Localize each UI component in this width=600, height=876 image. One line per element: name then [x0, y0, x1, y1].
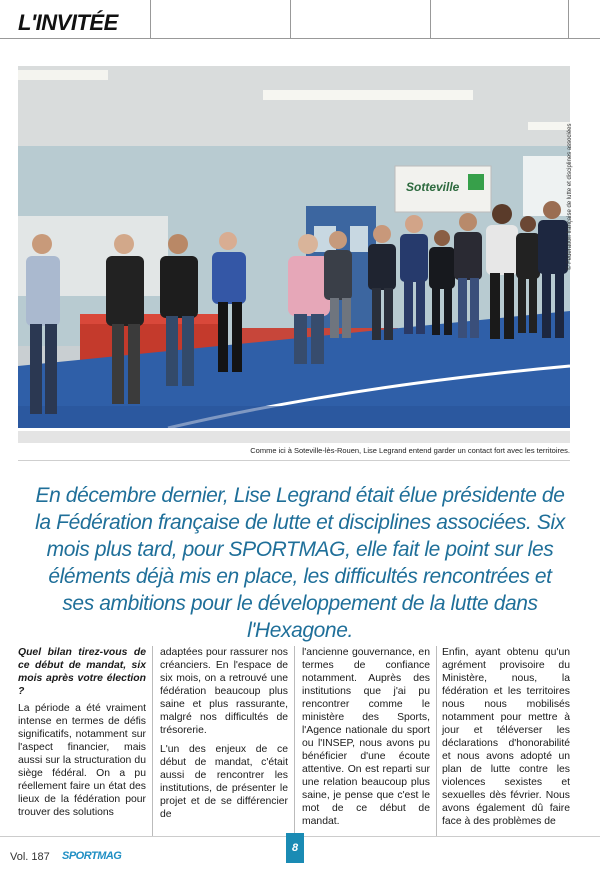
interview-question: Quel bilan tirez-vous de ce début de mandat, six mois après votre élection ?	[18, 647, 146, 697]
header-divider	[150, 0, 151, 38]
header-divider	[568, 0, 569, 38]
column-divider	[294, 646, 295, 836]
column-paragraph: l'ancienne gouvernance, en termes de confiance notamment. Auprès des institutions que j'ai pu rencontrer comme le ministère des Sports, l'Agence nationale du sport ou l'INSEP, nous avons pu bénéficier d'une écoute attentive. On est reparti sur une relation beaucoup plus saine, je pense que c'est le mot de ce début de mandat.	[302, 647, 430, 827]
banner-text: Sotteville	[406, 180, 460, 194]
column-divider	[152, 646, 153, 836]
article-intro: En décembre dernier, Lise Legrand était élue présidente de la Fédération française de lutte et disciplines associées. Six mois plus tard, pour SPORTMAG, elle fait le point sur les éléments déjà mis en place, les difficultés rencontrées et ses ambitions pour le développement de la lutte dans l'Hexagone.	[35, 484, 565, 642]
column-paragraph: L'un des enjeux de ce début de mandat, c'était aussi de rencontrer les institutions, de présenter le projet et de se différencier de	[160, 744, 288, 820]
article-column-2	[160, 646, 288, 827]
header-divider	[430, 0, 431, 38]
article-column-4	[442, 646, 570, 834]
column-paragraph: La période a été vraiment intense en termes de défis significatifs, notamment sur l'aspect financier, mais aussi sur la structuration du siège fédéral. On a pu réellement faire un état des lieux de la fédération pour trouver des solutions	[18, 703, 146, 818]
event-photo	[18, 66, 570, 428]
column-paragraph: adaptées pour rassurer nos créanciers. En l'espace de six mois, on a retrouvé une fédération beaucoup plus saine et plus rassurante, malgré nos difficultés de trésorerie.	[160, 647, 288, 736]
photo-credit: © Fédération française de lutte et disciplines associées	[567, 123, 573, 270]
caption-bar	[18, 431, 570, 443]
section-label: L'INVITÉE	[18, 10, 118, 35]
event-photo-illustration	[18, 66, 570, 428]
header-rule	[0, 38, 600, 39]
photo-caption: Comme ici à Soteville-lès-Rouen, Lise Legrand entend garder un contact fort avec les territoires.	[250, 446, 570, 455]
article-column-3	[302, 646, 430, 834]
column-paragraph: Enfin, ayant obtenu qu'un agrément provisoire du Ministère, nous, la fédération et les territoires nous nous mobilisés notamment pour mettre à jour et téléverser les déclarations d'honorabilité et nous avons adopté un plan de lutte contre les violences sexistes et sexuelles dès février. Nous avons également dû faire face à des problèmes de	[442, 647, 570, 827]
volume-number: Vol. 187	[10, 851, 50, 863]
caption-rule	[18, 460, 570, 461]
brand-logo: SPORTMAG	[62, 850, 122, 862]
article-column-1	[18, 646, 146, 825]
header-divider	[290, 0, 291, 38]
column-divider	[436, 646, 437, 836]
page-number: 8	[286, 833, 304, 863]
